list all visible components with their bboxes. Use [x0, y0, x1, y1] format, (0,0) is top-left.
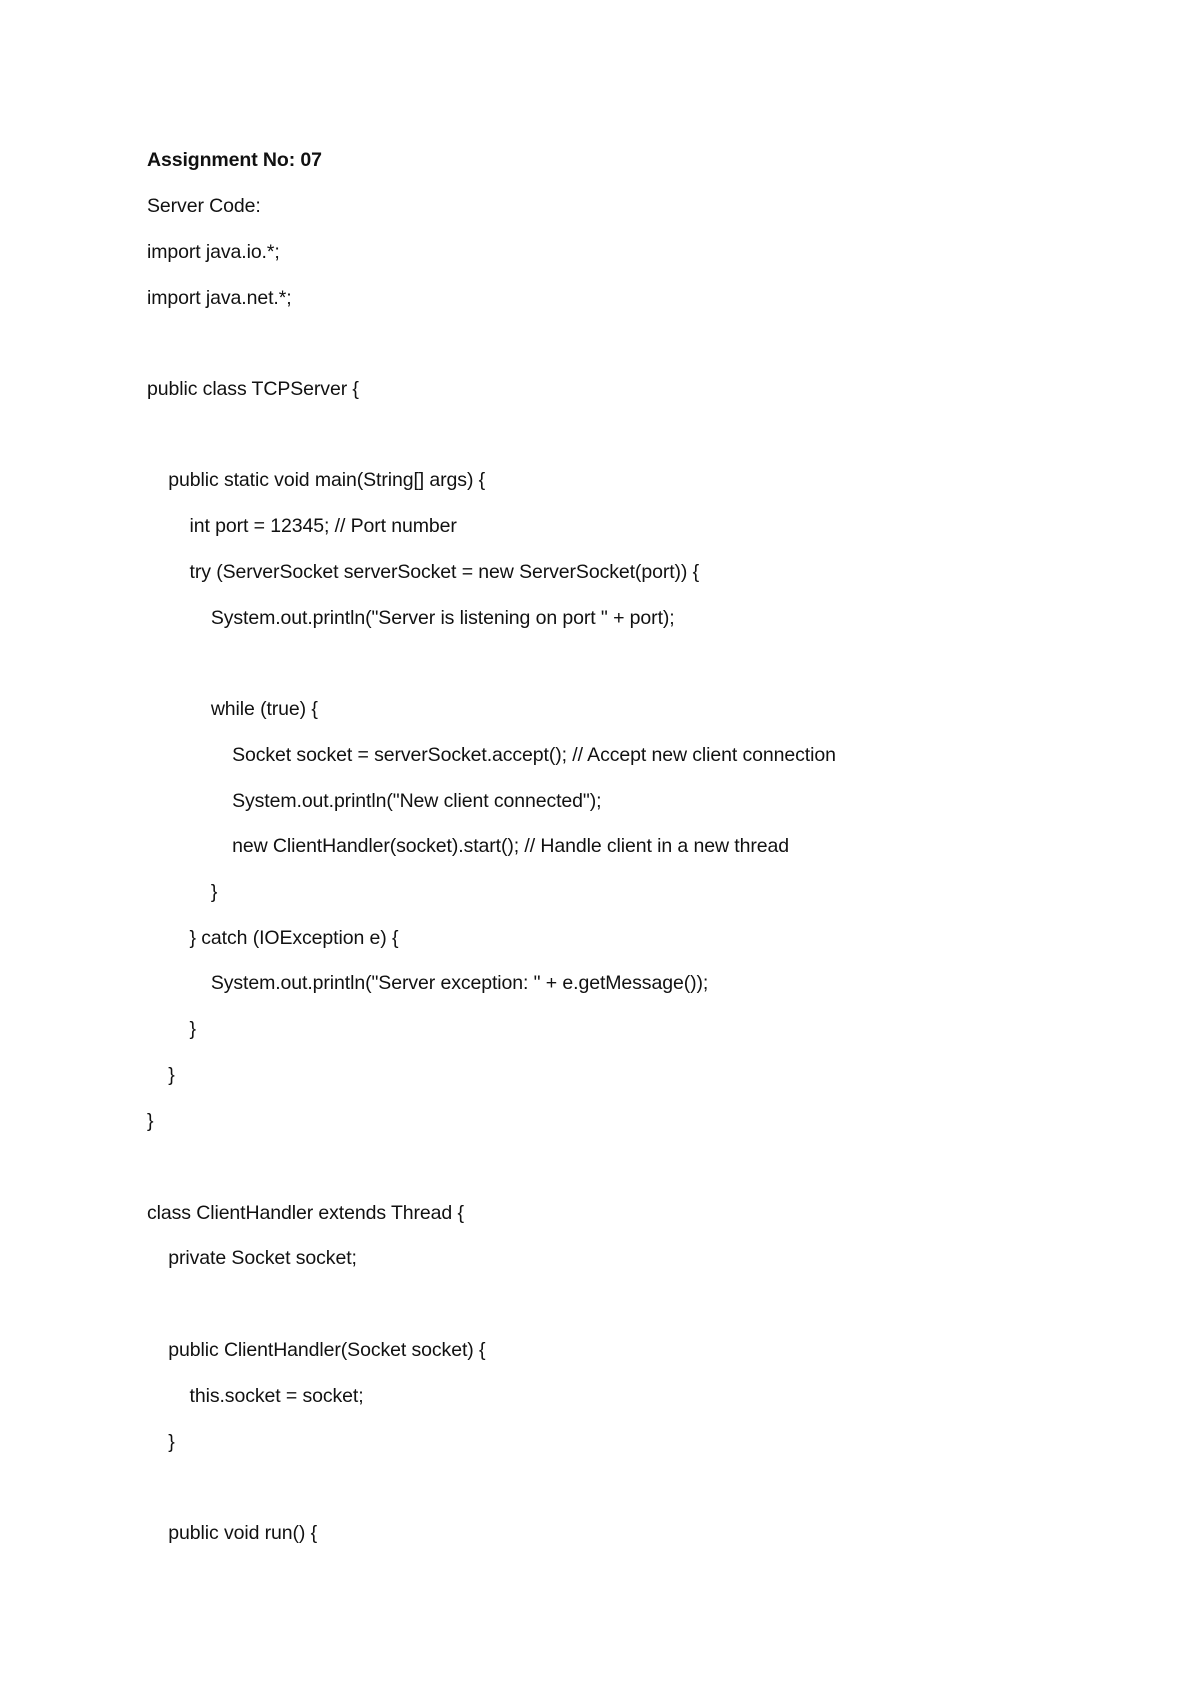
code-line: private Socket socket; [147, 1247, 357, 1269]
code-line: } catch (IOException e) { [147, 927, 399, 949]
code-line: System.out.println("Server is listening on port " + port); [147, 607, 675, 629]
code-line: System.out.println("New client connected"); [147, 790, 602, 812]
code-line: import java.io.*; [147, 241, 280, 263]
code-line: System.out.println("Server exception: " + e.getMessage()); [147, 972, 709, 994]
code-line: try (ServerSocket serverSocket = new ServerSocket(port)) { [147, 561, 700, 583]
code-line: public ClientHandler(Socket socket) { [147, 1339, 486, 1361]
code-line: int port = 12345; // Port number [147, 515, 457, 537]
code-line: import java.net.*; [147, 287, 292, 309]
code-line: this.socket = socket; [147, 1385, 364, 1407]
code-line: } [147, 1018, 196, 1040]
code-line: public class TCPServer { [147, 378, 359, 400]
code-line: } [147, 881, 218, 903]
code-line: class ClientHandler extends Thread { [147, 1202, 464, 1224]
section-label: Server Code: [147, 195, 261, 217]
code-line: while (true) { [147, 698, 318, 720]
code-line: } [147, 1110, 154, 1132]
code-line: } [147, 1431, 175, 1453]
code-line: } [147, 1064, 175, 1086]
code-line: public void run() { [147, 1522, 318, 1544]
code-line: Socket socket = serverSocket.accept(); // Accept new client connection [147, 744, 836, 766]
code-line: new ClientHandler(socket).start(); // Handle client in a new thread [147, 835, 789, 857]
code-line: public static void main(String[] args) { [147, 469, 486, 491]
assignment-title: Assignment No: 07 [147, 149, 322, 171]
